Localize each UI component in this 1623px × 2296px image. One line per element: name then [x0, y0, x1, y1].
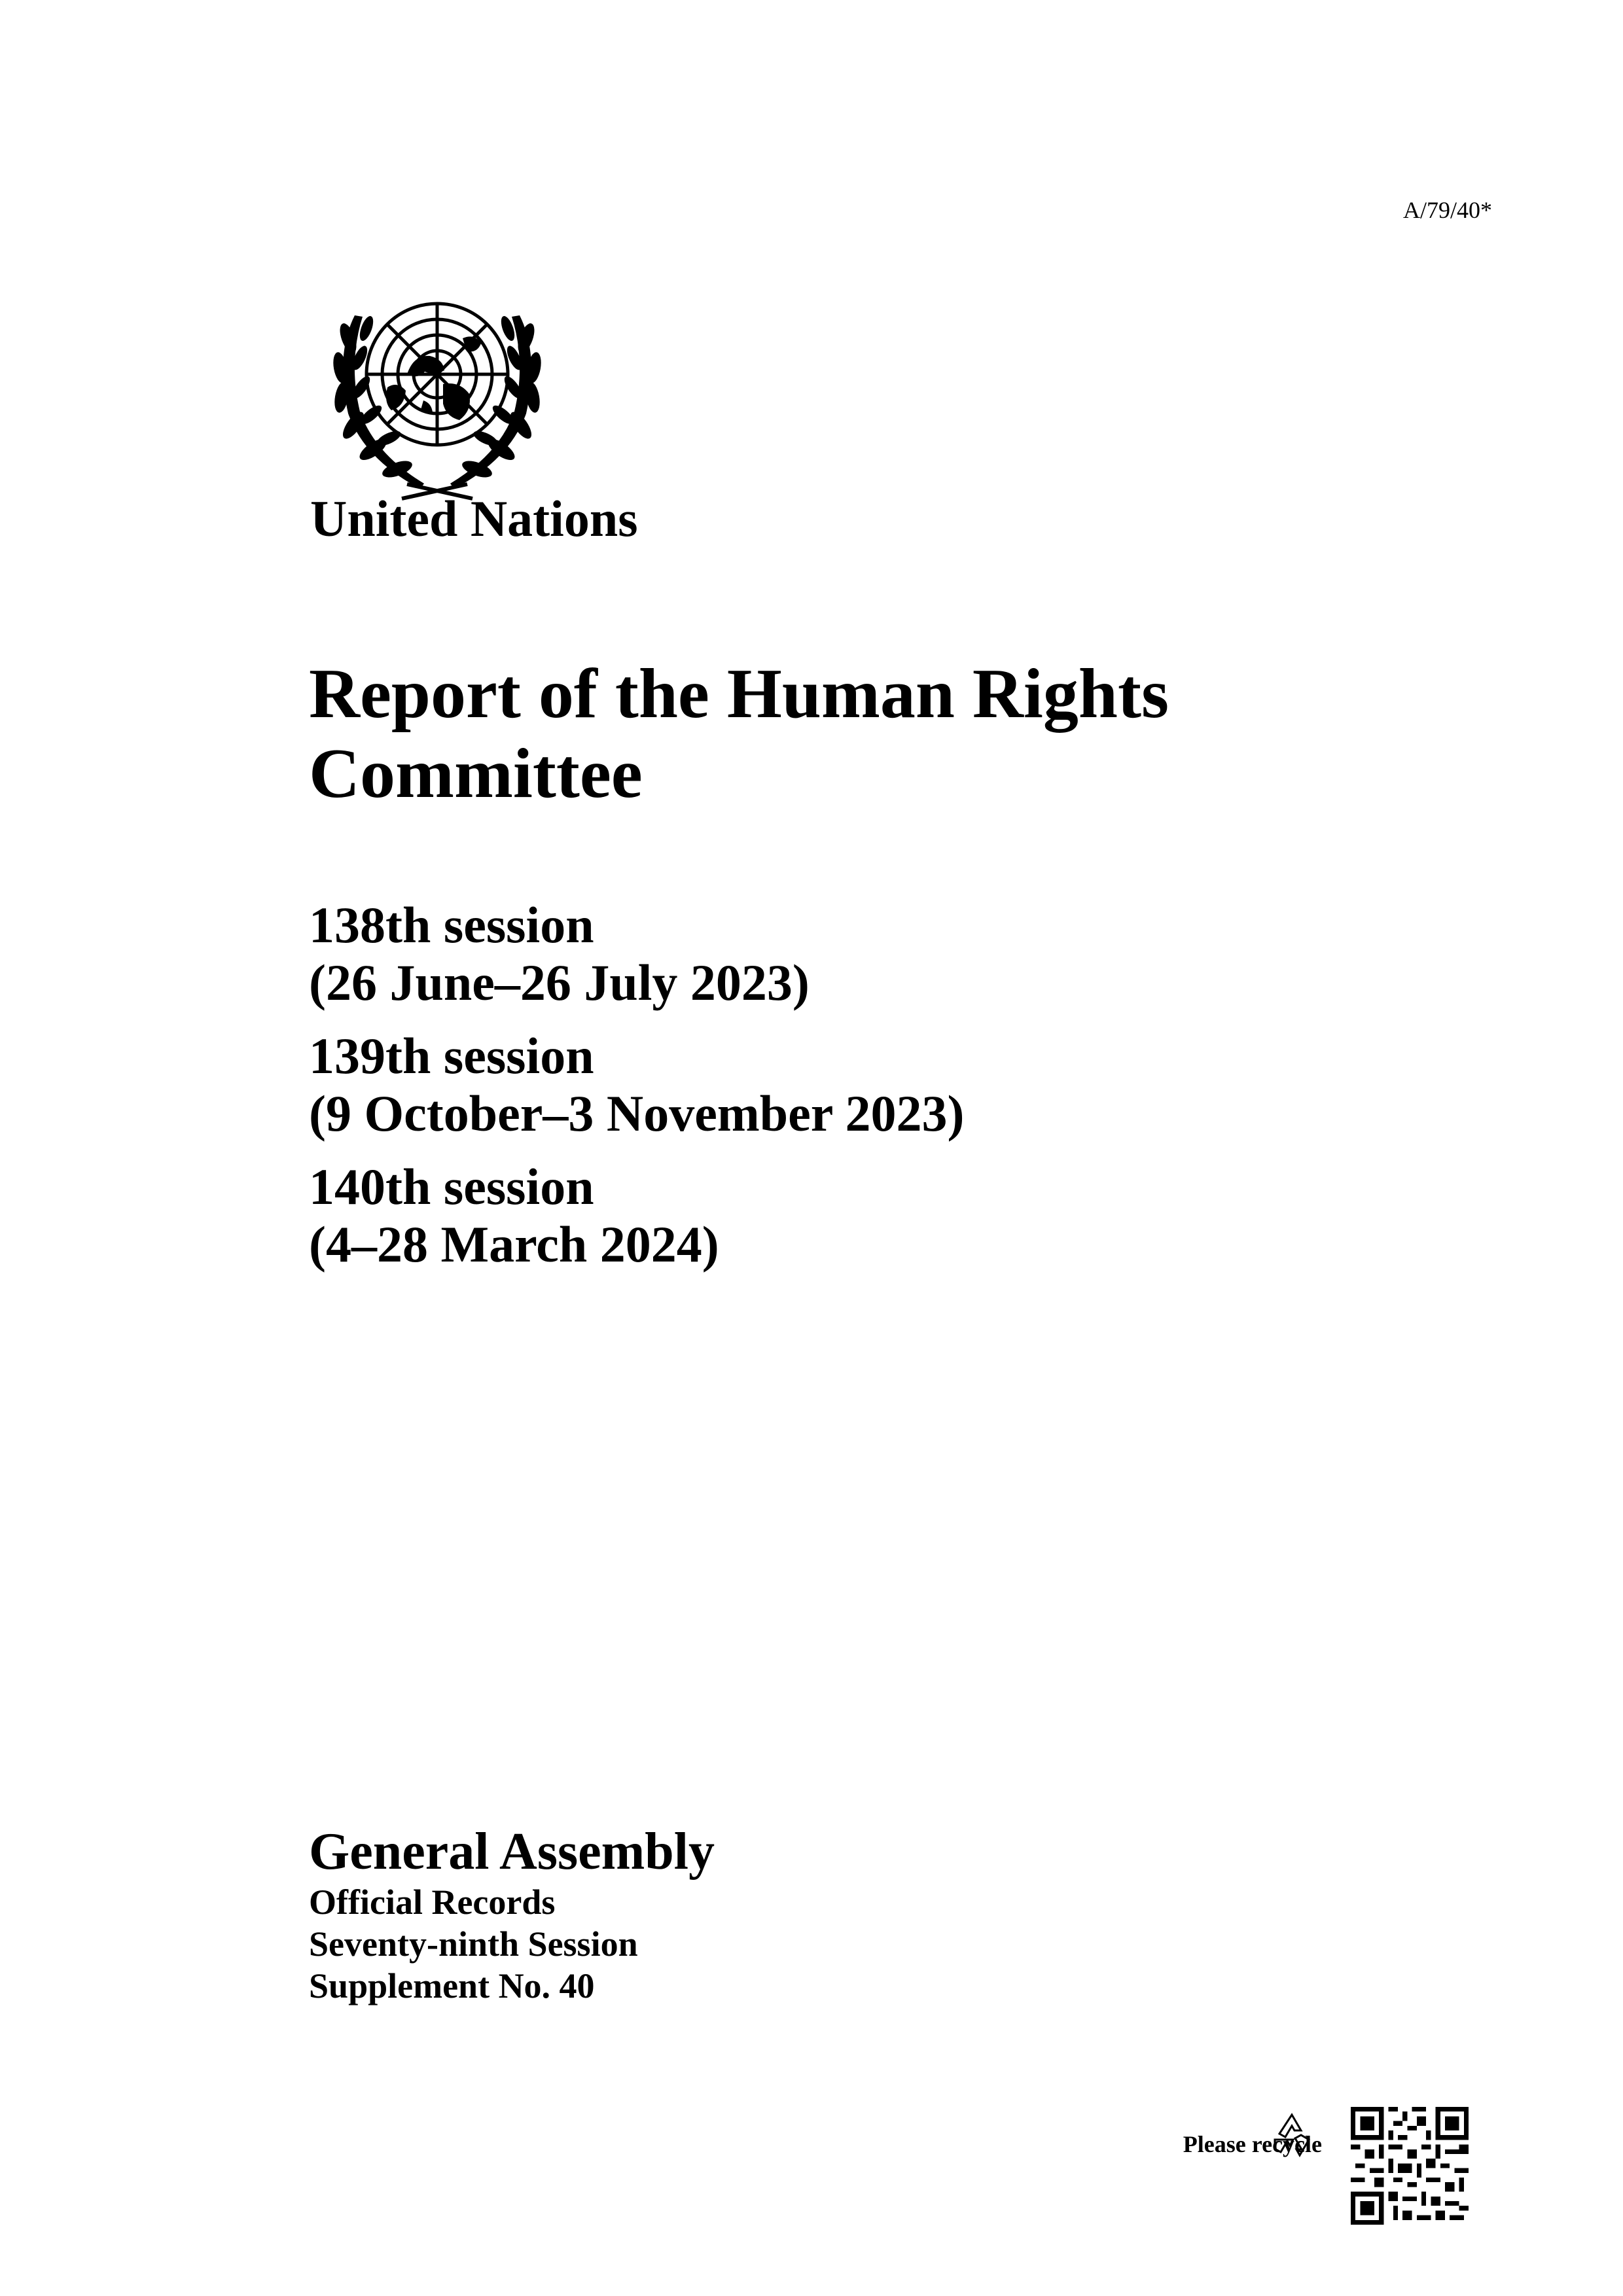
session-name: 139th session	[309, 1027, 594, 1084]
official-records-line: Official Records	[309, 1882, 556, 1922]
recycle-text: Please recycle	[1183, 2131, 1322, 2157]
session-dates: (9 October–3 November 2023)	[309, 1085, 965, 1142]
sessions-list	[309, 896, 1356, 1289]
recycle-icon	[1263, 2108, 1321, 2166]
document-symbol: A/79/40*	[1402, 197, 1492, 223]
official-records-block	[309, 1822, 1094, 2007]
session-dates: (26 June–26 July 2023)	[309, 954, 810, 1011]
un-emblem-icon	[309, 276, 565, 502]
session-name: 140th session	[309, 1158, 594, 1215]
session-item	[309, 1027, 1356, 1142]
supplement-line: Supplement No. 40	[309, 1966, 595, 2005]
session-line: Seventy-ninth Session	[309, 1924, 638, 1964]
qr-code-icon	[1351, 2107, 1469, 2225]
session-dates: (4–28 March 2024)	[309, 1216, 719, 1273]
general-assembly-heading: General Assembly	[309, 1823, 715, 1881]
report-title: Report of the Human Rights Committee	[309, 655, 1169, 813]
session-item	[309, 896, 1356, 1012]
session-name: 138th session	[309, 896, 594, 953]
session-item	[309, 1158, 1356, 1273]
organization-name: United Nations	[310, 490, 638, 547]
